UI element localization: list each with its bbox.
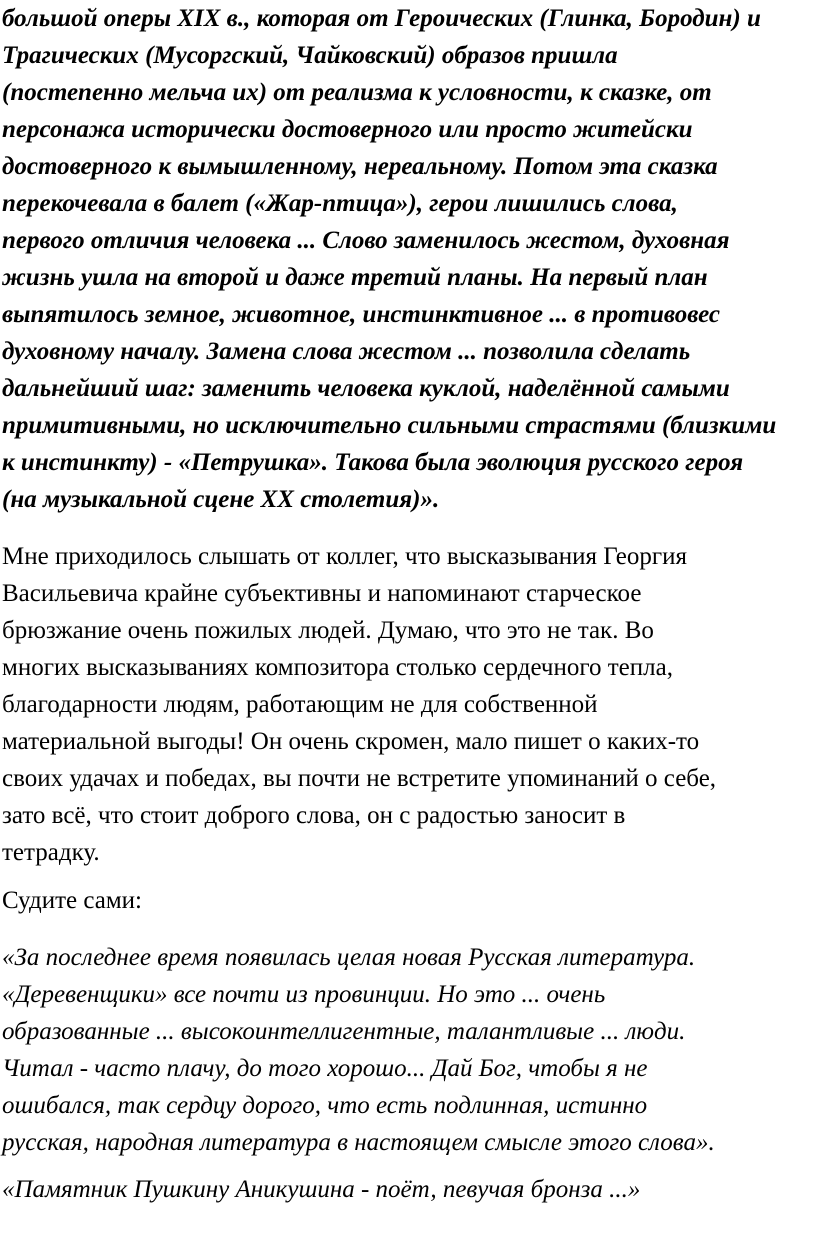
body-paragraph-colleagues: Мне приходилось слышать от коллег, что высказывания Георгия Васильевича крайне субъективны и напоминают старческое брюзжание очень пожилых людей. Думаю, что это не так. Во многих высказываниях композитора столько сердечного тепла, благодарности людям, работающим не для собственной материальной выгоды! Он очень скромен, мало пишет о каких-то своих удачах и победах, вы почти не встретите упоминаний о себе, зато всё, что стоит доброго слова, он с радостью заносит в тетрадку. (2, 543, 717, 866)
quote-paragraph-russian-literature: «За последнее время появилась целая новая Русская литература. «Деревенщики» все почти из провинции. Но это ... очень образованные ... высокоинтеллигентные, талантливые ... люди. Читал - часто плачу, до того хорошо... Дай Бог, чтобы я не ошибался, так сердцу дорого, что есть подлинная, истинно русская, народная литература в настоящем смысле этого слова». (2, 944, 715, 1156)
quote-paragraph-opera-evolution: большой оперы XIX в., которая от Героических (Глинка, Бородин) и Трагических (Мусоргский, Чайковский) образов пришла (постепенно мельча их) от реализма к условности, к сказке, от персонажа исторически достоверного или просто житейски достоверного к вымышленному, нереальному. Потом эта сказка перекочевала в балет («Жар-птица»), герои лишились слова, первого отличия человека ... Слово заменилось жестом, духовная жизнь ушла на второй и даже третий планы. На первый план выпятилось земное, животное, инстинктивное ... в противовес духовному началу. Замена слова жестом ... позволила сделать дальнейший шаг: заменить человека куклой, наделённой самыми примитивными, но исключительно сильными страстями (близкими к инстинкту) - «Петрушка». Такова была эволюция русского героя (на музыкальной сцене XX столетия)». (2, 5, 777, 513)
quote-paragraph-pushkin-monument: «Памятник Пушкину Аникушина - поёт, певучая бронза ...» (2, 1176, 641, 1203)
body-paragraph-judge-yourself: Судите сами: (2, 887, 142, 914)
